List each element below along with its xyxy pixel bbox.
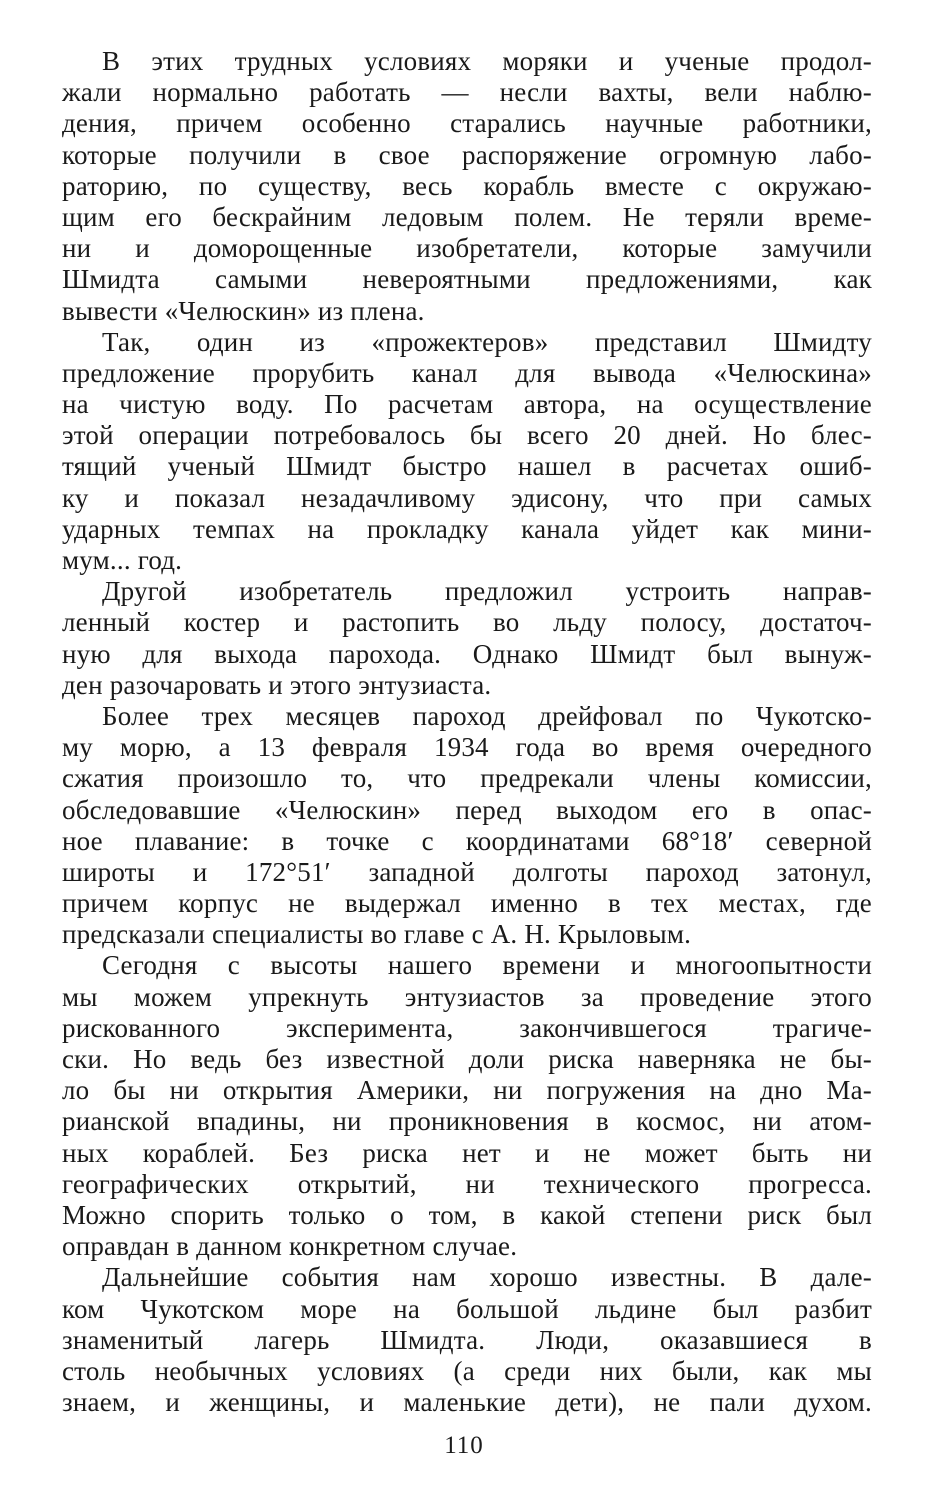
text-line: Другой изобретатель предложил устроить направ-	[102, 576, 872, 607]
text-line: сжатия произошло то, что предрекали члены комиссии,	[62, 763, 872, 794]
text-line: ную для выхода парохода. Однако Шмидт был вынуж-	[62, 638, 872, 669]
text-line: Сегодня с высоты нашего времени и многоопытности	[102, 950, 872, 981]
text-line: В этих трудных условиях моряки и ученые продол-	[102, 46, 872, 76]
text-line: этой операции потребовалось бы всего 20 дней. Но блес-	[62, 420, 872, 451]
text-line: му морю, а 13 февраля 1934 года во время очередного	[62, 732, 872, 763]
text-line: причем корпус не выдержал именно в тех местах, где	[62, 888, 872, 919]
text-line: ком Чукотском море на большой льдине был разбит	[62, 1293, 872, 1324]
text-line: мы можем упрекнуть энтузиастов за проведение этого	[62, 981, 872, 1012]
page-body	[62, 46, 872, 1418]
text-line: ло бы ни открытия Америки, ни погружения на дно Ма-	[62, 1075, 872, 1106]
text-line: которые получили в свое распоряжение огромную лабо-	[62, 139, 872, 170]
text-line: широты и 172°51′ западной долготы пароход затонул,	[62, 856, 872, 887]
text-line: дения, причем особенно старались научные работники,	[62, 108, 872, 139]
text-line: знаменитый лагерь Шмидта. Люди, оказавшиеся в	[62, 1324, 872, 1355]
text-line: ударных темпах на прокладку канала уйдет как мини-	[62, 513, 872, 544]
text-line: Шмидта самыми невероятными предложениями, как	[62, 264, 872, 295]
text-line: вывести «Челюскин» из плена.	[62, 295, 425, 326]
text-line: Дальнейшие события нам хорошо известны. В дале-	[102, 1262, 872, 1293]
text-line: Более трех месяцев пароход дрейфовал по Чукотско-	[102, 700, 872, 731]
text-line: тящий ученый Шмидт быстро нашел в расчетах ошиб-	[62, 451, 872, 482]
text-line: предсказали специалисты во главе с А. Н. Крыловым.	[62, 919, 692, 950]
text-line: рискованного эксперимента, закончившегося трагиче-	[62, 1012, 872, 1043]
text-line: Можно спорить только о том, в какой степени риск был	[62, 1199, 872, 1230]
text-line: столь необычных условиях (а среди них были, как мы	[62, 1355, 872, 1386]
text-line: ку и показал незадачливому эдисону, что при самых	[62, 482, 872, 513]
text-line: географических открытий, ни технического прогресса.	[62, 1168, 872, 1199]
text-line: ное плавание: в точке с координатами 68°18′ северной	[62, 825, 872, 856]
text-line: обследовавшие «Челюскин» перед выходом его в опас-	[62, 794, 872, 825]
text-line: знаем, и женщины, и маленькие дети), не пали духом.	[62, 1387, 872, 1418]
text-line: ни и доморощенные изобретатели, которые замучили	[62, 233, 872, 264]
text-line: мум... год.	[62, 545, 183, 575]
text-line: ден разочаровать и этого энтузиаста.	[62, 669, 492, 700]
text-line: щим его бескрайним ледовым полем. Не теряли време-	[62, 201, 872, 232]
text-line: ленный костер и растопить во льду полосу, достаточ-	[62, 607, 872, 638]
page-number: 110	[444, 1432, 484, 1459]
text-line: ных кораблей. Без риска нет и не может быть ни	[62, 1137, 872, 1168]
text-line: жали нормально работать — несли вахты, вели наблю-	[62, 77, 872, 108]
text-line: ски. Но ведь без известной доли риска наверняка не бы-	[62, 1044, 872, 1074]
text-line: Так, один из «прожектеров» представил Шмидту	[102, 326, 872, 357]
text-line: оправдан в данном конкретном случае.	[62, 1231, 518, 1262]
text-line: раторию, по существу, весь корабль вместе с окружаю-	[62, 170, 872, 201]
text-line: на чистую воду. По расчетам автора, на осуществление	[62, 389, 872, 420]
text-line: рианской впадины, ни проникновения в космос, ни атом-	[62, 1106, 872, 1137]
text-line: предложение прорубить канал для вывода «Челюскина»	[62, 357, 872, 388]
